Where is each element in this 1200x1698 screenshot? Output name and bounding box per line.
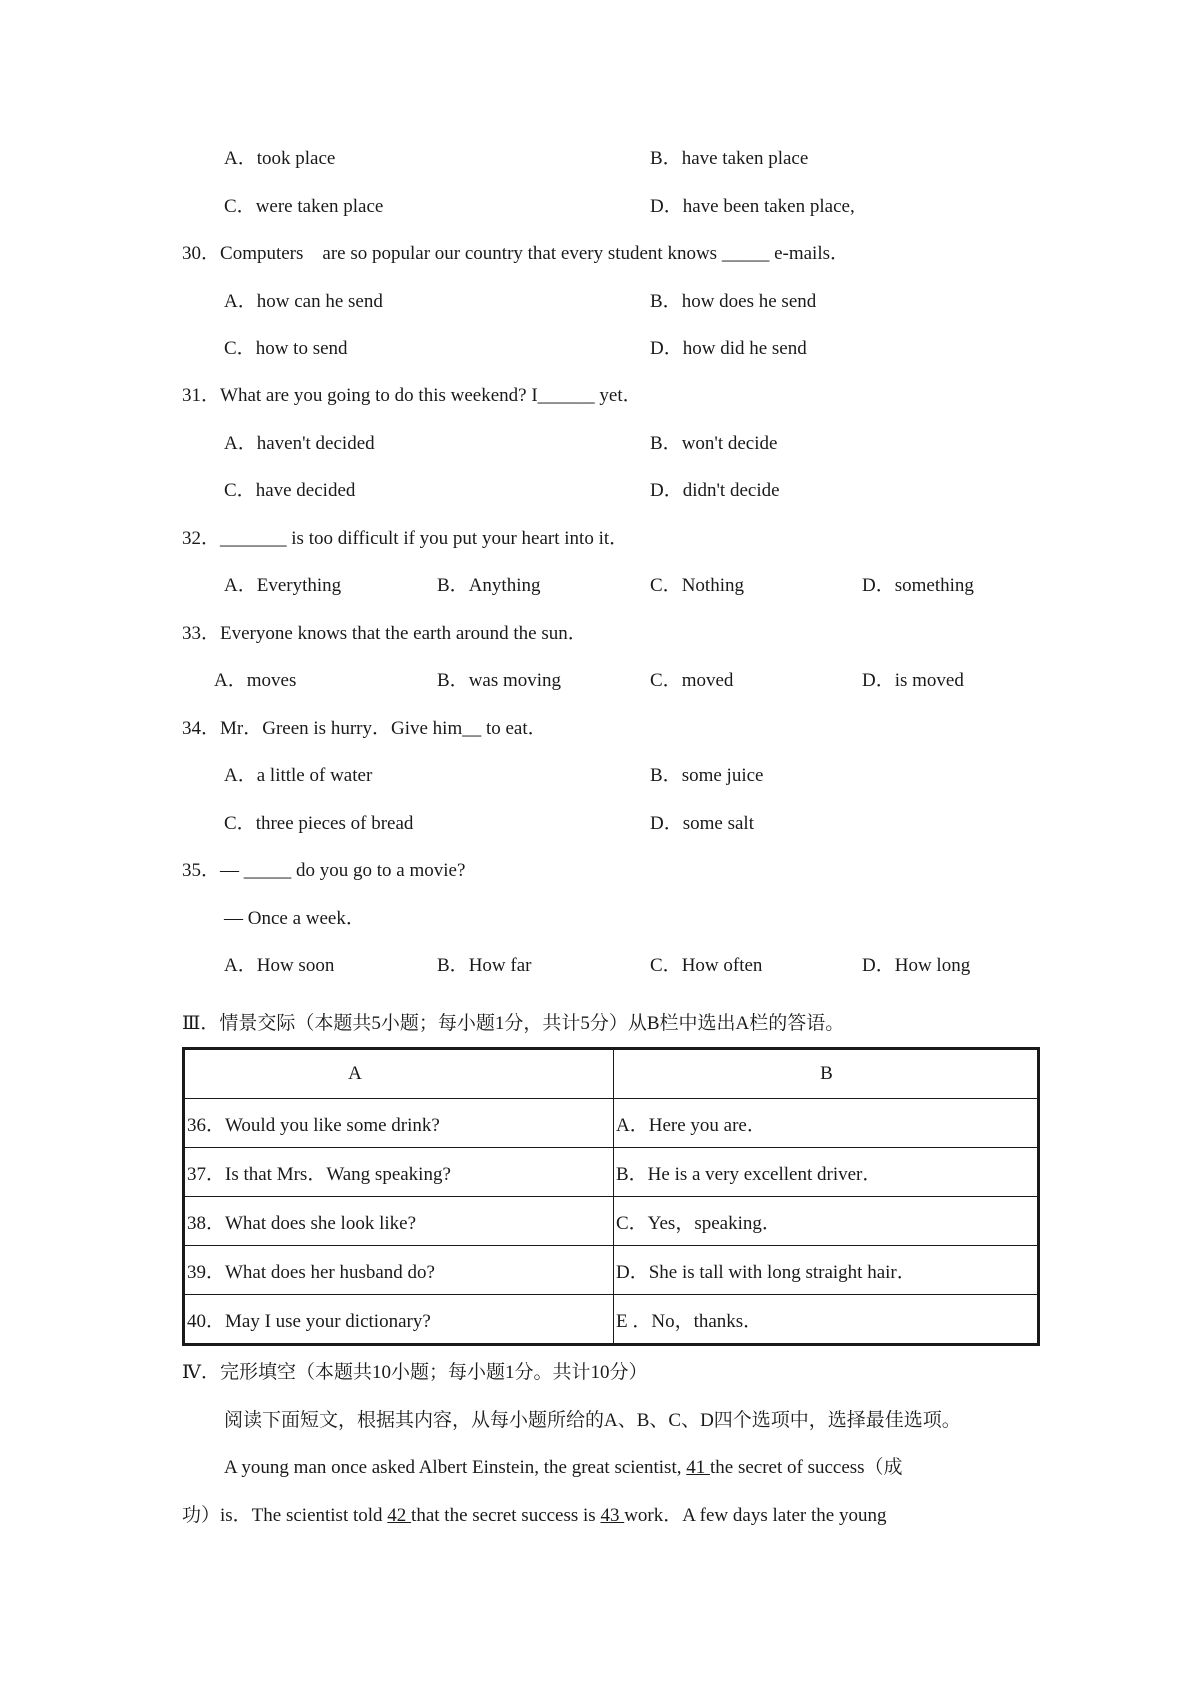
option-b: B．Anything [437, 575, 541, 596]
option-c: C．Nothing [650, 575, 744, 596]
column-header-b: B [614, 1049, 1039, 1099]
option-a: A．how can he send [224, 291, 383, 312]
option-d: D．something [862, 575, 974, 596]
option-c: C．three pieces of bread [224, 813, 414, 834]
table-cell-b: C．Yes，speaking． [614, 1197, 1039, 1246]
option-b: B．how does he send [650, 291, 817, 312]
question-30-stem: 30．Computers are so popular our country that every student knows _____ e-mails． [182, 243, 850, 264]
option-d: D．is moved [862, 670, 964, 691]
blank-41[interactable]: 41 [686, 1457, 710, 1478]
question-34-stem: 34．Mr．Green is hurry．Give him__ to eat． [182, 718, 547, 739]
option-d: D．didn't decide [650, 480, 780, 501]
passage-line-1: A young man once asked Albert Einstein, the great scientist, 41 the secret of success（成 [224, 1457, 903, 1478]
question-32-stem: 32．_______ is too difficult if you put your heart into it． [182, 528, 629, 549]
table-cell-b: D．She is tall with long straight hair． [614, 1246, 1039, 1295]
blank-43[interactable]: 43 [600, 1505, 625, 1526]
table-cell-a: 38．What does she look like? [184, 1197, 614, 1246]
blank-42[interactable]: 42 [387, 1505, 412, 1526]
column-header-a: A [184, 1049, 614, 1099]
section-4-heading: Ⅳ．完形填空（本题共10小题；每小题1分。共计10分） [182, 1362, 648, 1383]
option-d: D．have been taken place, [650, 196, 855, 217]
question-35-reply: — Once a week． [224, 908, 365, 929]
table-row [184, 1295, 1039, 1345]
option-b: B．some juice [650, 765, 764, 786]
option-d: D．how did he send [650, 338, 807, 359]
table-cell-b: E ．No，thanks． [614, 1295, 1039, 1345]
option-d: D．some salt [650, 813, 754, 834]
option-a: A．moves [214, 670, 297, 691]
option-b: B．have taken place [650, 148, 809, 169]
table-row [184, 1099, 1039, 1148]
option-c: C．How often [650, 955, 763, 976]
option-a: A．Everything [224, 575, 342, 596]
table-cell-a: 37．Is that Mrs．Wang speaking? [184, 1148, 614, 1197]
table-row [184, 1148, 1039, 1197]
question-31-stem: 31．What are you going to do this weekend? I______ yet． [182, 385, 642, 406]
option-a: A．a little of water [224, 765, 373, 786]
option-c: C．have decided [224, 480, 356, 501]
option-a: A．How soon [224, 955, 335, 976]
option-a: A．took place [224, 148, 336, 169]
option-c: C．moved [650, 670, 734, 691]
section-4-instruction: 阅读下面短文，根据其内容，从每小题所给的A、B、C、D四个选项中，选择最佳选项。 [224, 1410, 961, 1431]
table-cell-a: 36．Would you like some drink? [184, 1099, 614, 1148]
table-cell-a: 39．What does her husband do? [184, 1246, 614, 1295]
passage-line-2: 功）is．The scientist told 42 that the secret success is 43 work．A few days later the young [182, 1505, 887, 1526]
question-33-stem: 33．Everyone knows that the earth around the sun． [182, 623, 587, 644]
table-header-row [184, 1049, 1039, 1099]
section-3-heading: Ⅲ．情景交际（本题共5小题；每小题1分，共计5分）从B栏中选出A栏的答语。 [182, 1013, 845, 1034]
table-row [184, 1246, 1039, 1295]
option-b: B．How far [437, 955, 532, 976]
option-c: C．were taken place [224, 196, 384, 217]
option-a: A．haven't decided [224, 433, 375, 454]
table-cell-a: 40．May I use your dictionary? [184, 1295, 614, 1345]
option-d: D．How long [862, 955, 971, 976]
option-b: B．was moving [437, 670, 562, 691]
table-cell-b: B．He is a very excellent driver． [614, 1148, 1039, 1197]
question-35-stem: 35．— _____ do you go to a movie? [182, 860, 466, 881]
option-c: C．how to send [224, 338, 348, 359]
matching-table [182, 1047, 1040, 1346]
table-row [184, 1197, 1039, 1246]
option-b: B．won't decide [650, 433, 778, 454]
table-cell-b: A．Here you are． [614, 1099, 1039, 1148]
